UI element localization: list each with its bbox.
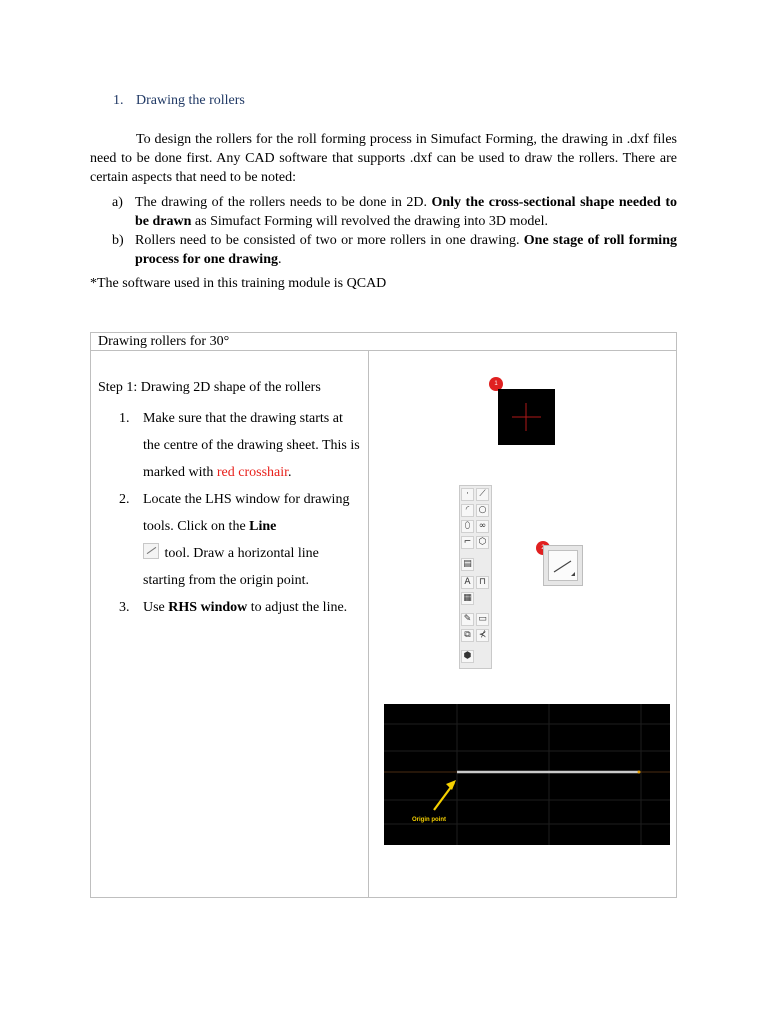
step-text: Locate the LHS window for drawing tools. Click on the <box>143 492 350 534</box>
intro-text: To design the rollers for the roll forming process in Simufact Forming, the drawing in .dxf files need to be done first. Any CAD software that supports .dxf can be used to draw the rollers. There are certain aspects that need to be noted: <box>90 132 677 185</box>
line-tool-zoom <box>543 545 583 586</box>
step-text-end: to adjust the line. <box>247 600 348 615</box>
section-heading <box>113 93 245 109</box>
aspect-bold: One stage of roll forming process for one drawing <box>135 233 677 267</box>
table-header: Drawing rollers for 30° <box>91 333 676 351</box>
hatch-tool-icon[interactable]: ▤ <box>461 558 474 571</box>
snap-tool-icon[interactable]: ⊀ <box>476 629 489 642</box>
step-item <box>98 594 363 621</box>
aspect-text: The drawing of the rollers needs to be done in 2D. <box>135 195 432 210</box>
canvas-grid <box>384 704 670 845</box>
line-tool-zoom-icon <box>549 551 577 580</box>
software-note: *The software used in this training module is QCAD <box>90 276 387 291</box>
spline-tool-icon[interactable]: ∞ <box>476 520 489 533</box>
line-tool-label: Line <box>249 519 277 534</box>
point-tool-icon[interactable]: · <box>461 488 474 501</box>
section-title: Drawing the rollers <box>136 93 245 108</box>
step-text: Make sure that the drawing starts at the centre of the drawing sheet. This is marked with <box>143 411 360 480</box>
block-tool-icon[interactable]: ▭ <box>476 613 489 626</box>
step-badge-1: 1 <box>489 377 503 391</box>
aspect-text: Rollers need to be consisted of two or more rollers in one drawing. <box>135 233 524 248</box>
list-item <box>90 231 677 269</box>
crosshair-screenshot <box>498 389 555 445</box>
column-divider <box>368 351 369 897</box>
origin-point-label: Origin point <box>412 817 446 823</box>
text-tool-icon[interactable]: A <box>461 576 474 589</box>
rhs-window-label: RHS window <box>168 600 248 615</box>
lhs-tool-window <box>459 485 492 669</box>
step-number: 3. <box>119 600 130 615</box>
line-tool-icon <box>143 543 159 559</box>
step-title: Step 1: Drawing 2D shape of the rollers <box>98 380 321 395</box>
polyline-tool-icon[interactable]: ⌐ <box>461 536 474 549</box>
step-text: Use <box>143 600 169 615</box>
step-item <box>98 405 363 486</box>
aspect-text-end: as Simufact Forming will revolved the drawing into 3D model. <box>191 214 548 229</box>
list-item <box>90 193 677 231</box>
circle-tool-icon[interactable]: ○ <box>476 504 489 517</box>
list-marker: b) <box>112 233 124 248</box>
copy-tool-icon[interactable]: ⧉ <box>461 629 474 642</box>
aspect-text-end: . <box>277 252 282 267</box>
instructions-column <box>98 379 363 621</box>
step-text-end: . <box>288 465 292 480</box>
ellipse-tool-icon[interactable]: ⬯ <box>461 520 474 533</box>
list-marker: a) <box>112 195 123 210</box>
red-crosshair-text: red crosshair <box>216 465 289 480</box>
step-item <box>98 486 363 594</box>
line-tool-icon[interactable]: ⟋ <box>476 488 489 501</box>
intro-paragraph <box>90 130 677 187</box>
3d-tool-icon[interactable]: ⬢ <box>461 650 474 663</box>
arc-tool-icon[interactable]: ◜ <box>461 504 474 517</box>
aspects-list <box>90 193 677 269</box>
step-text-end: tool. Draw a horizontal line starting from the origin point. <box>143 546 319 588</box>
drawing-canvas-screenshot <box>384 704 670 845</box>
image-tool-icon[interactable]: ▦ <box>461 592 474 605</box>
red-crosshair-icon <box>498 389 555 445</box>
modify-tool-icon[interactable]: ✎ <box>461 613 474 626</box>
dimension-tool-icon[interactable]: ⊓ <box>476 576 489 589</box>
step-number: 1. <box>119 411 130 426</box>
step-number: 2. <box>119 492 130 507</box>
section-number: 1. <box>113 93 124 108</box>
shape-tool-icon[interactable]: ⬡ <box>476 536 489 549</box>
aspect-bold: Only the cross-sectional shape needed to be drawn <box>135 195 677 229</box>
